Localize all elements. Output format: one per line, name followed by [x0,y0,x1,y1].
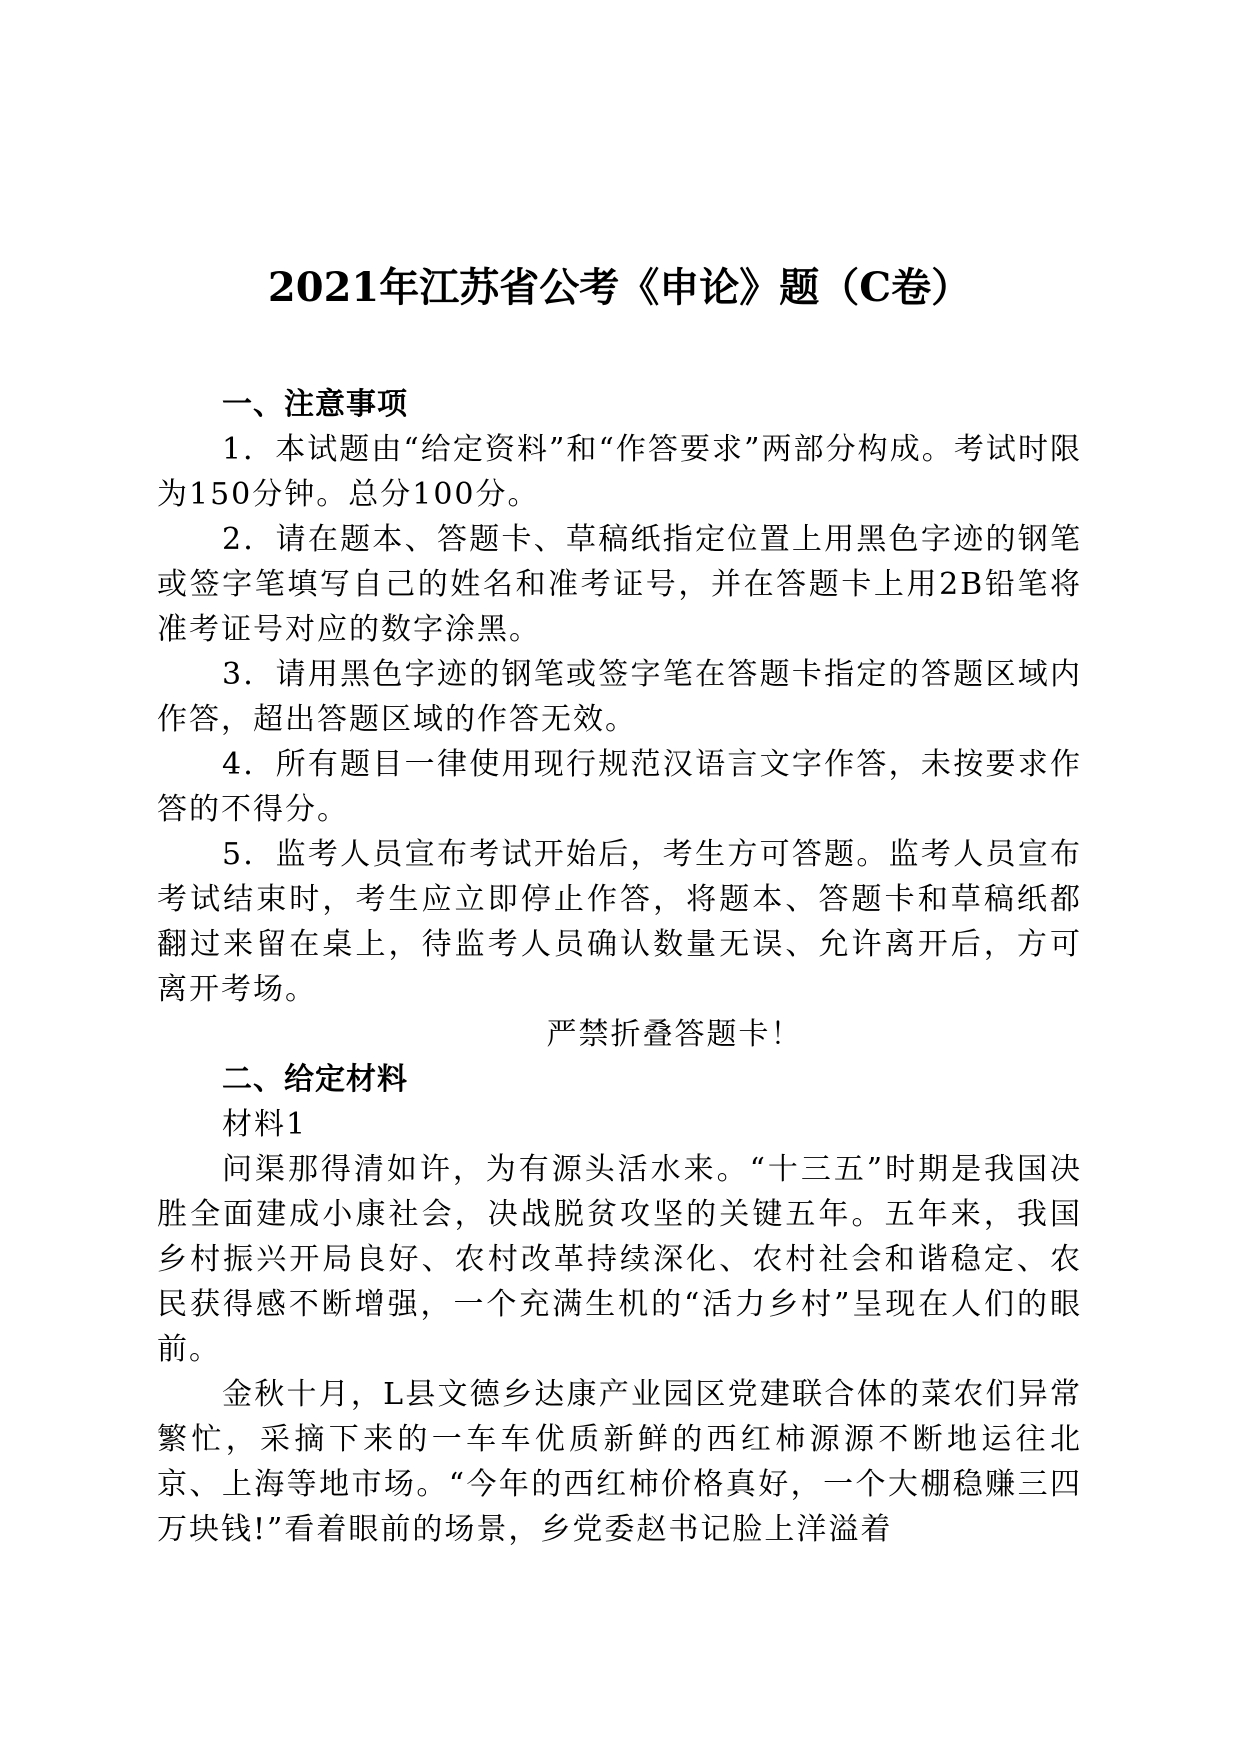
notice-item-5: 5．监考人员宣布考试开始后，考生方可答题。监考人员宣布考试结束时，考生应立即停止作答，将题本、答题卡和草稿纸都翻过来留在桌上，待监考人员确认数量无误、允许离开后，方可离开考场。 [157,837,1082,1007]
document-body [157,382,1082,1552]
document-title: 2021年江苏省公考《申论》题（C卷） [267,264,972,311]
section-heading-materials: 二、给定材料 [222,1062,408,1097]
notice-item-4: 4．所有题目一律使用现行规范汉语言文字作答，未按要求作答的不得分。 [157,747,1082,827]
notice-item-3: 3．请用黑色字迹的钢笔或签字笔在答题卡指定的答题区域内作答，超出答题区域的作答无效。 [157,657,1082,737]
notice-item-2: 2．请在题本、答题卡、草稿纸指定位置上用黑色字迹的钢笔或签字笔填写自己的姓名和准考证号，并在答题卡上用2B铅笔将准考证号对应的数字涂黑。 [157,522,1082,647]
notice-item-1: 1．本试题由“给定资料”和“作答要求”两部分构成。考试时限为150分钟。总分100分。 [157,432,1082,512]
material-label: 材料1 [222,1107,308,1142]
material-paragraph-2: 金秋十月，L县文德乡达康产业园区党建联合体的菜农们异常繁忙，采摘下来的一车车优质新鲜的西红柿源源不断地运往北京、上海等地市场。“今年的西红柿价格真好，一个大棚稳赚三四万块钱!”看着眼前的场景，乡党委赵书记脸上洋溢着 [157,1377,1082,1547]
material-paragraph-1: 问渠那得清如许，为有源头活水来。“十三五”时期是我国决胜全面建成小康社会，决战脱贫攻坚的关键五年。五年来，我国乡村振兴开局良好、农村改革持续深化、农村社会和谐稳定、农民获得感不断增强，一个充满生机的“活力乡村”呈现在人们的眼前。 [157,1152,1082,1367]
section-heading-notice: 一、注意事项 [222,387,408,422]
warning-note: 严禁折叠答题卡！ [546,1017,803,1052]
